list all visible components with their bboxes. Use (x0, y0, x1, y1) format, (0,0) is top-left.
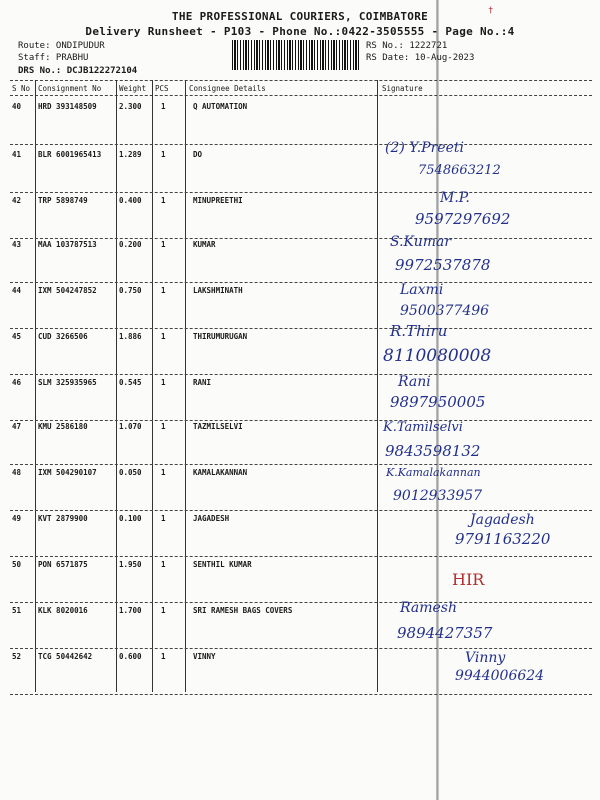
cell-consignee: RANI (193, 378, 212, 387)
cell-weight: 1.289 (119, 150, 142, 159)
handwritten-phone-number: 9972537878 (395, 256, 491, 274)
handwritten-phone-number: 9843598132 (385, 442, 481, 460)
cell-consignee: Q AUTOMATION (193, 102, 248, 111)
cell-consignment-no: KLK 8020016 (38, 606, 88, 615)
cell-pcs: 1 (161, 332, 166, 341)
row-separator (10, 420, 592, 421)
row-separator (10, 602, 592, 603)
cell-weight: 0.100 (119, 514, 142, 523)
drs-number: DRS No.: DCJB122272104 (18, 66, 138, 76)
rs-date: RS Date: 10-Aug-2023 (366, 53, 475, 63)
cell-weight: 0.750 (119, 286, 142, 295)
handwritten-phone-number: 9897950005 (390, 393, 486, 411)
handwritten-signature: (2) Y.Preeti (385, 140, 464, 156)
handwritten-signature: Vinny (465, 650, 506, 666)
cell-consignment-no: IXM 504290107 (38, 468, 97, 477)
row-separator (10, 282, 592, 283)
col-divider-4 (185, 80, 186, 692)
route-label: Route: ONDIPUDUR (18, 41, 105, 51)
handwritten-signature: K.Tamilselvi (383, 420, 463, 435)
barcode-image (232, 40, 360, 70)
cell-consignee: LAKSHMINATH (193, 286, 243, 295)
company-title: THE PROFESSIONAL COURIERS, COIMBATORE (171, 10, 429, 23)
cell-consignment-no: KVT 2879900 (38, 514, 88, 523)
cell-consignee: MINUPREETHI (193, 196, 243, 205)
cell-pcs: 1 (161, 378, 166, 387)
cell-consignee: VINNY (193, 652, 216, 661)
cell-consignment-no: BLR 6001965413 (38, 150, 102, 159)
cell-weight: 1.700 (119, 606, 142, 615)
cell-sno: 47 (12, 422, 22, 431)
row-separator (10, 694, 592, 695)
cell-consignee: JAGADESH (193, 514, 230, 523)
row-separator (10, 464, 592, 465)
row-separator (10, 192, 592, 193)
cell-sno: 46 (12, 378, 22, 387)
handwritten-phone-number: 7548663212 (418, 163, 501, 178)
cell-consignment-no: HRD 393148509 (38, 102, 97, 111)
cell-consignment-no: SLM 325935965 (38, 378, 97, 387)
cell-weight: 0.200 (119, 240, 142, 249)
handwritten-phone-number: 9012933957 (393, 488, 483, 504)
row-separator (10, 328, 592, 329)
cell-sno: 51 (12, 606, 22, 615)
cell-consignee: KAMALAKANNAN (193, 468, 248, 477)
handwritten-phone-number: 9894427357 (397, 624, 493, 642)
col-header-pcs: PCS (155, 84, 169, 93)
cell-consignment-no: TRP 5898749 (38, 196, 88, 205)
cell-weight: 1.886 (119, 332, 142, 341)
cell-sno: 50 (12, 560, 22, 569)
cell-weight: 0.050 (119, 468, 142, 477)
col-header-sno: S No (12, 84, 31, 93)
rs-number: RS No.: 1222721 (366, 41, 448, 51)
col-divider-3 (152, 80, 153, 692)
row-separator (10, 556, 592, 557)
cell-sno: 44 (12, 286, 22, 295)
cell-consignee: THIRUMURUGAN (193, 332, 248, 341)
row-separator (10, 374, 592, 375)
handwritten-phone-number: 9791163220 (455, 530, 551, 548)
cell-pcs: 1 (161, 560, 166, 569)
cell-sno: 52 (12, 652, 22, 661)
cell-consignment-no: CUD 3266506 (38, 332, 88, 341)
cell-sno: 48 (12, 468, 22, 477)
cell-pcs: 1 (161, 196, 166, 205)
cell-weight: 1.070 (119, 422, 142, 431)
cell-consignment-no: PON 6571875 (38, 560, 88, 569)
cell-sno: 40 (12, 102, 22, 111)
row-separator (10, 510, 592, 511)
row-separator (10, 238, 592, 239)
handwritten-signature: Jagadesh (470, 512, 535, 528)
cell-consignee: SENTHIL KUMAR (193, 560, 252, 569)
handwritten-phone-number: 9597297692 (415, 210, 511, 228)
handwritten-signature: K.Kamalakannan (386, 466, 481, 479)
cell-weight: 0.400 (119, 196, 142, 205)
cell-pcs: 1 (161, 514, 166, 523)
cell-pcs: 1 (161, 240, 166, 249)
cell-sno: 41 (12, 150, 22, 159)
col-divider-1 (35, 80, 36, 692)
cell-consignee: TAZMILSELVI (193, 422, 243, 431)
cell-pcs: 1 (161, 606, 166, 615)
staff-label: Staff: PRABHU (18, 53, 89, 63)
cell-sno: 42 (12, 196, 22, 205)
cell-consignee: KUMAR (193, 240, 216, 249)
header-rule-top (10, 80, 592, 81)
handwritten-phone-number: 9500377496 (400, 303, 490, 319)
col-divider-5 (377, 80, 378, 692)
cell-weight: 2.300 (119, 102, 142, 111)
handwritten-signature: HIR (452, 570, 485, 589)
handwritten-signature: Ramesh (400, 600, 457, 616)
handwritten-signature: Laxmi (400, 282, 444, 298)
handwritten-signature: R.Thiru (390, 322, 448, 340)
cell-pcs: 1 (161, 286, 166, 295)
col-header-signature: Signature (382, 84, 423, 93)
cell-sno: 43 (12, 240, 22, 249)
cell-weight: 0.545 (119, 378, 142, 387)
cell-pcs: 1 (161, 422, 166, 431)
handwritten-signature: Rani (398, 374, 431, 390)
runsheet-subtitle: Delivery Runsheet - P103 - Phone No.:0422-3505555 - Page No.:4 (85, 25, 515, 38)
handwritten-signature: M.P. (440, 190, 470, 206)
page-mark: † (488, 6, 494, 16)
cell-pcs: 1 (161, 652, 166, 661)
cell-sno: 45 (12, 332, 22, 341)
col-header-consignment: Consignment No (38, 84, 102, 93)
cell-consignment-no: KMU 2586180 (38, 422, 88, 431)
cell-pcs: 1 (161, 102, 166, 111)
handwritten-phone-number: 8110080008 (383, 346, 492, 366)
cell-consignment-no: TCG 50442642 (38, 652, 93, 661)
cell-pcs: 1 (161, 468, 166, 477)
col-header-weight: Weight (119, 84, 147, 93)
cell-pcs: 1 (161, 150, 166, 159)
row-separator (10, 648, 592, 649)
col-divider-2 (116, 80, 117, 692)
cell-consignee: DO (193, 150, 203, 159)
col-header-consignee: Consignee Details (189, 84, 266, 93)
cell-sno: 49 (12, 514, 22, 523)
cell-weight: 1.950 (119, 560, 142, 569)
cell-consignment-no: MAA 103787513 (38, 240, 97, 249)
cell-consignment-no: IXM 504247852 (38, 286, 97, 295)
handwritten-phone-number: 9944006624 (455, 668, 545, 684)
cell-weight: 0.600 (119, 652, 142, 661)
header-rule-bottom (10, 95, 592, 96)
cell-consignee: SRI RAMESH BAGS COVERS (193, 606, 293, 615)
row-separator (10, 144, 592, 145)
handwritten-signature: S.Kumar (390, 234, 452, 250)
